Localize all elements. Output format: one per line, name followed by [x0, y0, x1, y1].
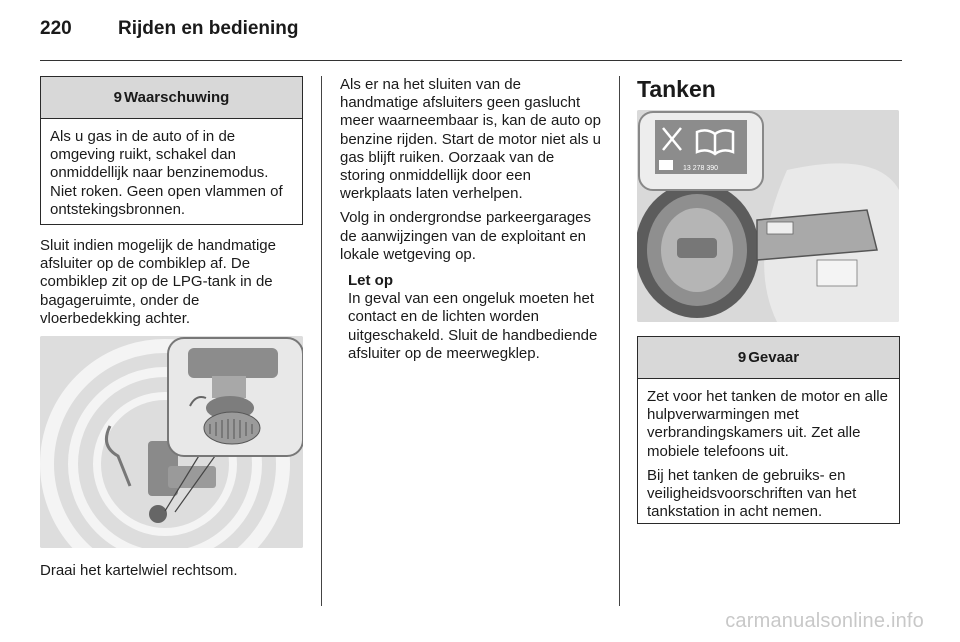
lpg-valve-figure — [40, 336, 303, 548]
danger-box-title: Gevaar — [748, 349, 800, 366]
danger-box-header — [638, 337, 899, 379]
warning-triangle-icon: 9 — [737, 349, 747, 366]
danger-box-text-1: Zet voor het tanken de motor en alle hulpverwarmingen met verbrandingskamers uit. Zet alle mobiele telefoons uit. — [647, 388, 888, 460]
paragraph-gas-smell: Als er na het sluiten van de handmatige afsluiters geen gaslucht meer waarneembaar is, kan de auto op benzine rijden. Start de motor niet als u gas blijft ruiken. Oorzaak van de storing onmiddellijk door een werkplaats laten verhelpen. — [340, 76, 601, 203]
fuel-flap-figure — [637, 110, 899, 322]
danger-box-text-2: Bij het tanken de gebruiks- en veiligheidsvoorschriften van het tankstation in acht nemen. — [647, 466, 857, 521]
figure-caption: Draai het kartelwiel rechtsom. — [40, 562, 238, 580]
warning-box-header — [41, 77, 302, 119]
column-divider-1 — [321, 76, 322, 606]
figure-code-label: 13 278 390 — [683, 165, 719, 172]
paragraph-parking-garage: Volg in ondergrondse parkeergarages de aanwijzingen van de exploitant en lokale wetgeving op. — [340, 209, 592, 263]
warning-box-text: Als u gas in de auto of in de omgeving ruikt, schakel dan onmiddellijk naar benzinemodus. Niet roken. Geen open vlammen of ontstekingsbronnen. — [50, 128, 283, 218]
note-label: Let op — [348, 272, 393, 290]
warning-box-title: Waarschuwing — [124, 89, 230, 106]
danger-box — [637, 336, 900, 524]
danger-box-body — [638, 379, 899, 530]
page-number: 220 — [40, 18, 72, 39]
column-divider-2 — [619, 76, 620, 606]
column-middle — [340, 76, 603, 363]
header-divider — [40, 60, 902, 61]
warning-box-body — [41, 119, 302, 228]
watermark-text: carmanualsonline.info — [725, 610, 924, 632]
page-title: Rijden en bediening — [118, 18, 299, 39]
warning-triangle-icon: 9 — [113, 89, 123, 106]
note-block — [340, 272, 603, 363]
section-title-tanken: Tanken — [637, 76, 716, 102]
note-text: In geval van een ongeluk moeten het contact en de lichten worden uitgeschakeld. Sluit de handbediende afsluiter op de meerwegklep. — [348, 290, 598, 362]
paragraph-close-valve: Sluit indien mogelijk de handmatige afsluiter op de combiklep af. De combiklep zit op de LPG-tank in de bagageruimte, onder de vloerbedekking achter. — [40, 237, 276, 327]
column-right — [637, 76, 900, 524]
column-left — [40, 76, 303, 586]
warning-box — [40, 76, 303, 225]
